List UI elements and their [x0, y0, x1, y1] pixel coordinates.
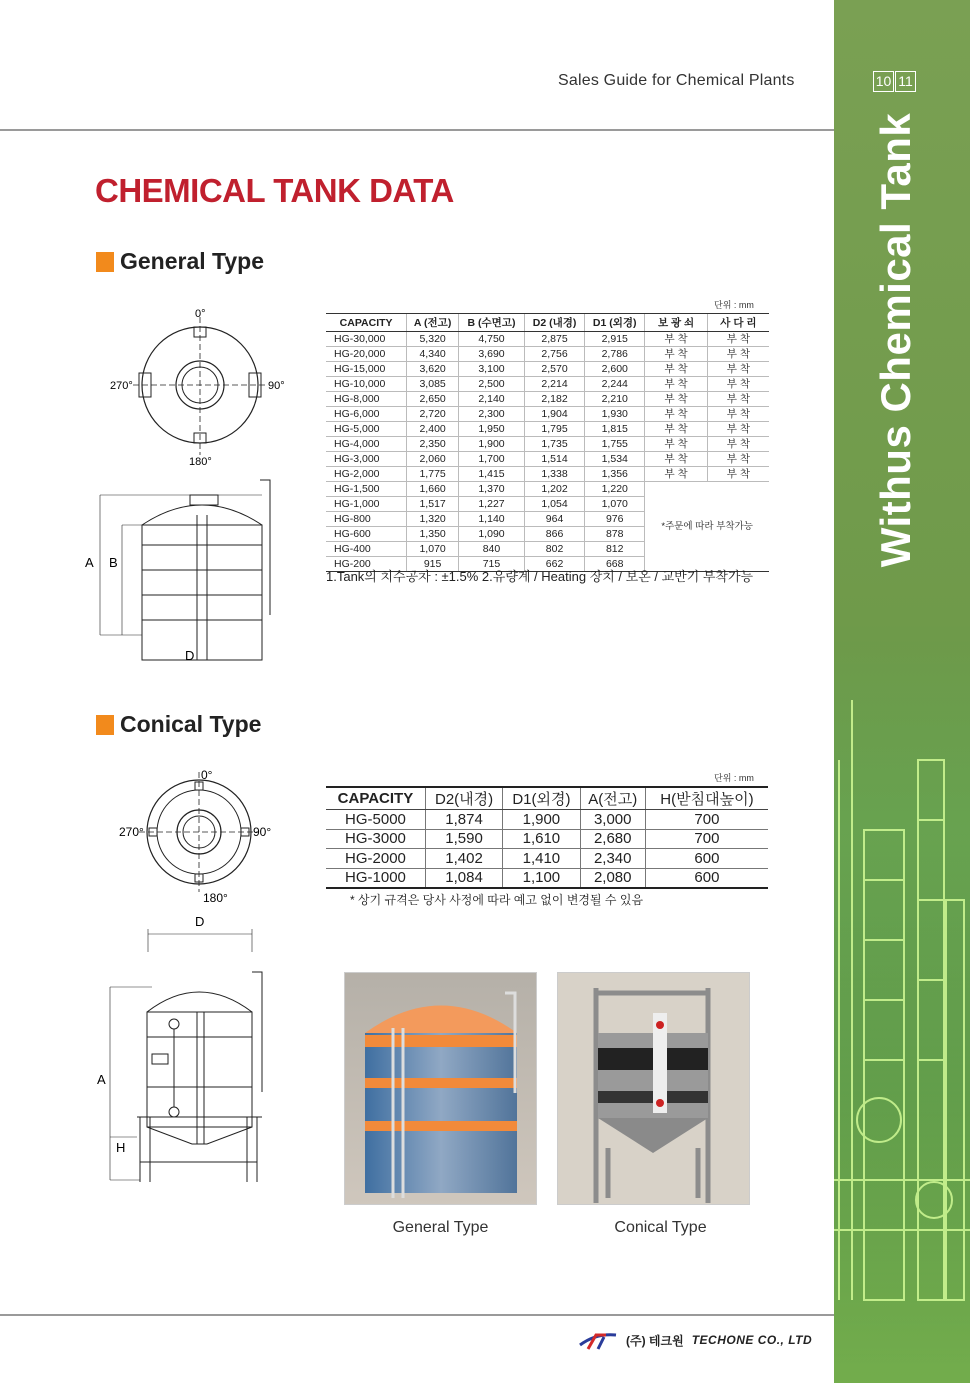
general-table-cell: 812 [585, 542, 645, 557]
general-table-cell: HG-800 [326, 512, 407, 527]
general-table-row [326, 437, 769, 452]
conical-elevation-drawing [92, 912, 282, 1187]
general-table-cell: HG-1,500 [326, 482, 407, 497]
general-plan-angle-right: 90° [268, 380, 285, 392]
general-table-cell: 1,904 [524, 407, 584, 422]
general-table-cell: 1,090 [459, 527, 525, 542]
general-column-header: 보 광 쇠 [645, 314, 707, 332]
general-table-cell: 1,775 [407, 467, 459, 482]
general-table-cell: 1,950 [459, 422, 525, 437]
conical-table-cell: 1,100 [503, 868, 580, 888]
general-table-row [326, 407, 769, 422]
conical-spec-table [326, 786, 768, 889]
conical-table-row [326, 829, 768, 849]
general-column-header: B (수면고) [459, 314, 525, 332]
general-table-cell: 878 [585, 527, 645, 542]
general-table-row [326, 467, 769, 482]
conical-table-cell: 1,610 [503, 829, 580, 849]
general-table-cell: 1,350 [407, 527, 459, 542]
conical-plan-drawing [115, 768, 285, 903]
general-table-cell: 부 착 [707, 332, 769, 347]
conical-table-cell: 700 [645, 810, 768, 830]
general-table-cell: HG-200 [326, 557, 407, 572]
general-table-cell: HG-8,000 [326, 392, 407, 407]
orange-square-icon [96, 252, 114, 272]
general-table-cell: 부 착 [645, 422, 707, 437]
general-dim-b: B [109, 555, 118, 570]
general-table-cell: 1,140 [459, 512, 525, 527]
general-table-cell: 부 착 [645, 467, 707, 482]
conical-tank-photo [557, 972, 750, 1205]
general-table-cell: 2,350 [407, 437, 459, 452]
general-table-cell: 1,660 [407, 482, 459, 497]
conical-table-cell: 2,680 [580, 829, 645, 849]
general-table-cell: 2,182 [524, 392, 584, 407]
general-table-cell: 2,210 [585, 392, 645, 407]
conical-table-cell: 600 [645, 849, 768, 869]
general-table-cell: 1,755 [585, 437, 645, 452]
general-table-cell: 1,070 [585, 497, 645, 512]
general-table-cell: 2,570 [524, 362, 584, 377]
conical-plan-angle-top: 0° [201, 768, 213, 782]
general-plan-angle-left: 270° [110, 380, 133, 392]
general-table-cell: 2,300 [459, 407, 525, 422]
general-table-cell: 부 착 [707, 377, 769, 392]
general-table-row [326, 347, 769, 362]
general-table-cell: 5,320 [407, 332, 459, 347]
conical-footnote: * 상기 규격은 당사 사정에 따라 예고 없이 변경될 수 있음 [350, 893, 644, 907]
conical-table-cell: 600 [645, 868, 768, 888]
general-table-cell: 부 착 [707, 362, 769, 377]
general-elevation-drawing [82, 475, 297, 665]
general-table-cell: 부 착 [707, 347, 769, 362]
general-table-cell: 1,415 [459, 467, 525, 482]
footer-divider [0, 1314, 834, 1316]
general-table-cell: 840 [459, 542, 525, 557]
conical-table-cell: 1,402 [425, 849, 502, 869]
general-table-cell: 3,085 [407, 377, 459, 392]
header-guide-title: Sales Guide for Chemical Plants [558, 72, 795, 89]
conical-column-header: D2(내경) [425, 787, 502, 810]
general-table-cell: 2,915 [585, 332, 645, 347]
general-table-cell: 부 착 [707, 392, 769, 407]
general-table-cell: 1,227 [459, 497, 525, 512]
general-tank-photo [344, 972, 537, 1205]
general-table-row [326, 482, 769, 497]
general-table-cell: 부 착 [707, 407, 769, 422]
general-dim-d: D [185, 648, 195, 663]
general-table-cell: 2,400 [407, 422, 459, 437]
general-table-cell: 1,356 [585, 467, 645, 482]
general-table-cell: HG-1,000 [326, 497, 407, 512]
general-table-cell: HG-5,000 [326, 422, 407, 437]
general-table-row [326, 332, 769, 347]
general-table-cell: 1,070 [407, 542, 459, 557]
general-column-header: A (전고) [407, 314, 459, 332]
general-table-cell: 1,054 [524, 497, 584, 512]
general-table-cell: 부 착 [645, 437, 707, 452]
general-table-cell: 1,202 [524, 482, 584, 497]
general-table-cell: 부 착 [645, 392, 707, 407]
general-table-cell: 부 착 [645, 347, 707, 362]
conical-column-header: A(전고) [580, 787, 645, 810]
header-divider [0, 129, 834, 131]
general-table-cell: 964 [524, 512, 584, 527]
general-plan-angle-bottom: 180° [189, 456, 212, 468]
general-table-row [326, 392, 769, 407]
section-heading-conical-label: Conical Type [120, 711, 262, 737]
general-column-header: CAPACITY [326, 314, 407, 332]
general-table-cell: 1,900 [459, 437, 525, 452]
conical-table-cell: 1,590 [425, 829, 502, 849]
page-number-right: 11 [895, 71, 916, 92]
general-table-cell: 2,756 [524, 347, 584, 362]
conical-photo-caption: Conical Type [614, 1219, 707, 1236]
conical-table-cell: 3,000 [580, 810, 645, 830]
conical-table-row [326, 868, 768, 888]
general-dim-a: A [85, 555, 94, 570]
general-table-cell: 866 [524, 527, 584, 542]
techone-logo-icon [578, 1329, 618, 1351]
general-table-cell: HG-15,000 [326, 362, 407, 377]
general-table-cell: 662 [524, 557, 584, 572]
general-column-header: D1 (외경) [585, 314, 645, 332]
general-tank-image [345, 973, 537, 1205]
general-table-cell: 1,735 [524, 437, 584, 452]
general-table-header [326, 314, 769, 332]
conical-plan-angle-right: 90° [253, 825, 272, 839]
conical-table-cell: 1,084 [425, 868, 502, 888]
conical-dim-a: A [97, 1072, 106, 1087]
general-table-cell: 915 [407, 557, 459, 572]
general-table-cell: 2,720 [407, 407, 459, 422]
general-table-cell: HG-30,000 [326, 332, 407, 347]
general-table-cell: 4,340 [407, 347, 459, 362]
general-order-note: *주문에 따라 부착가능 [645, 482, 769, 572]
conical-table-cell: 1,900 [503, 810, 580, 830]
conical-table-cell: HG-3000 [326, 829, 425, 849]
general-spec-table [326, 313, 769, 572]
general-table-row [326, 422, 769, 437]
general-table-cell: 1,320 [407, 512, 459, 527]
orange-square-icon [96, 715, 114, 735]
general-table-cell: 1,370 [459, 482, 525, 497]
general-table-cell: 부 착 [645, 452, 707, 467]
page-numbers [873, 71, 916, 92]
general-table-cell: 2,500 [459, 377, 525, 392]
general-table-cell: 715 [459, 557, 525, 572]
general-table-cell: HG-600 [326, 527, 407, 542]
general-table-cell: 2,140 [459, 392, 525, 407]
page-number-left: 10 [873, 71, 894, 92]
general-table-cell: HG-6,000 [326, 407, 407, 422]
company-name-english: TECHONE CO., LTD [691, 1333, 813, 1347]
conical-table-cell: HG-2000 [326, 849, 425, 869]
general-photo-caption: General Type [392, 1219, 489, 1236]
company-logo [578, 1329, 812, 1351]
general-table-cell: 3,100 [459, 362, 525, 377]
general-table-cell: 1,338 [524, 467, 584, 482]
conical-table-row [326, 810, 768, 830]
general-plan-drawing [105, 305, 295, 470]
company-name-korean: (주) 테크원 [626, 1333, 684, 1348]
general-footnote: 1.Tank의 치수공차 : ±1.5% 2.유량계 / Heating 장치 / 보온 / 교반기 부착가능 [326, 569, 754, 584]
general-table-cell: 1,517 [407, 497, 459, 512]
general-table-cell: 976 [585, 512, 645, 527]
general-table-cell: 1,815 [585, 422, 645, 437]
section-heading-general [96, 248, 264, 275]
conical-unit-label: 단위 : mm [714, 773, 754, 783]
general-table-cell: 2,244 [585, 377, 645, 392]
general-table-cell: 1,930 [585, 407, 645, 422]
general-table-row [326, 452, 769, 467]
general-column-header: D2 (내경) [524, 314, 584, 332]
general-table-cell: 2,875 [524, 332, 584, 347]
general-table-cell: 부 착 [707, 422, 769, 437]
general-table-cell: 4,750 [459, 332, 525, 347]
general-table-cell: 부 착 [645, 407, 707, 422]
conical-table-cell: HG-1000 [326, 868, 425, 888]
general-unit-label: 단위 : mm [714, 300, 754, 310]
general-table-cell: HG-2,000 [326, 467, 407, 482]
conical-dim-d: D [195, 914, 205, 929]
general-table-cell: 1,534 [585, 452, 645, 467]
conical-table-cell: 1,874 [425, 810, 502, 830]
general-table-cell: 1,795 [524, 422, 584, 437]
general-table-cell: 부 착 [645, 377, 707, 392]
side-vertical-title: Withus Chemical Tank [872, 112, 919, 568]
general-plan-angle-top: 0° [195, 308, 206, 320]
general-table-cell: 부 착 [645, 362, 707, 377]
conical-plan-angle-bottom: 180° [203, 891, 228, 903]
general-table-cell: 부 착 [707, 437, 769, 452]
general-table-cell: 802 [524, 542, 584, 557]
general-table-cell: 668 [585, 557, 645, 572]
general-table-cell: 1,700 [459, 452, 525, 467]
conical-column-header: CAPACITY [326, 787, 425, 810]
general-table-cell: HG-400 [326, 542, 407, 557]
conical-table-header [326, 787, 768, 810]
conical-tank-image [558, 973, 750, 1205]
general-table-row [326, 362, 769, 377]
section-heading-conical [96, 711, 261, 738]
general-table-cell: 1,514 [524, 452, 584, 467]
general-table-cell: HG-4,000 [326, 437, 407, 452]
conical-table-cell: 700 [645, 829, 768, 849]
conical-table-cell: 1,410 [503, 849, 580, 869]
conical-table-cell: HG-5000 [326, 810, 425, 830]
general-table-cell: 2,786 [585, 347, 645, 362]
conical-column-header: D1(외경) [503, 787, 580, 810]
general-table-cell: 부 착 [707, 452, 769, 467]
general-table-row [326, 377, 769, 392]
general-table-cell: 2,650 [407, 392, 459, 407]
conical-table-cell: 2,080 [580, 868, 645, 888]
conical-dim-h: H [116, 1140, 126, 1155]
general-table-cell: HG-10,000 [326, 377, 407, 392]
general-table-cell: 부 착 [707, 467, 769, 482]
conical-plan-angle-left: 270° [119, 825, 144, 839]
general-table-cell: 2,214 [524, 377, 584, 392]
general-column-header: 사 다 리 [707, 314, 769, 332]
general-table-cell: HG-20,000 [326, 347, 407, 362]
conical-table-row [326, 849, 768, 869]
general-table-cell: 3,690 [459, 347, 525, 362]
general-table-cell: 2,600 [585, 362, 645, 377]
general-table-cell: 2,060 [407, 452, 459, 467]
general-table-cell: 1,220 [585, 482, 645, 497]
page-title: CHEMICAL TANK DATA [95, 172, 454, 209]
general-table-cell: 부 착 [645, 332, 707, 347]
section-heading-general-label: General Type [120, 248, 265, 274]
general-table-cell: 3,620 [407, 362, 459, 377]
conical-column-header: H(받침대높이) [645, 787, 768, 810]
conical-table-cell: 2,340 [580, 849, 645, 869]
general-table-cell: HG-3,000 [326, 452, 407, 467]
